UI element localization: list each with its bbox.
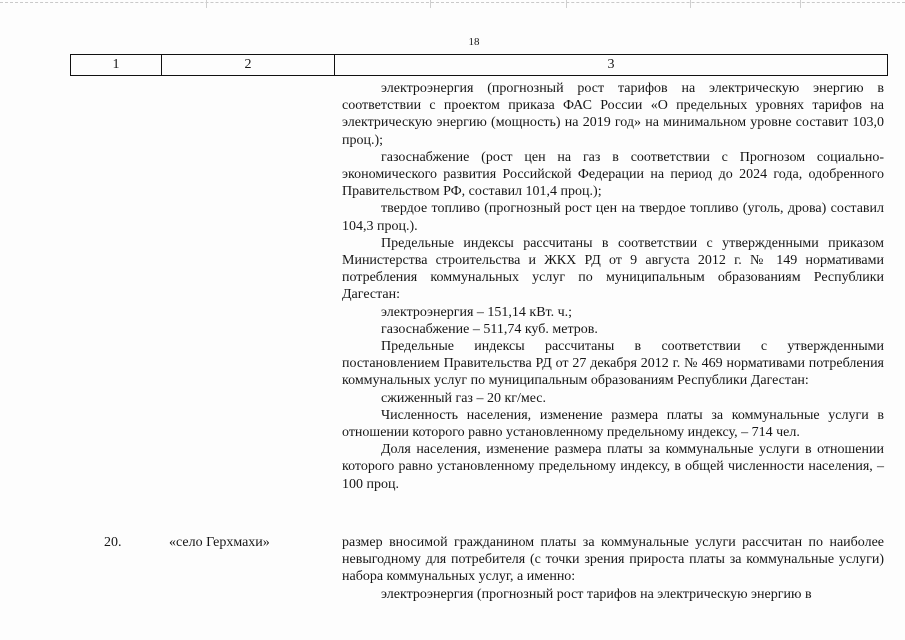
scan-edge-mark — [430, 0, 431, 8]
municipality-name: «село Герхмахи» — [169, 535, 270, 550]
row-number: 20. — [104, 535, 122, 550]
paragraph: Численность населения, изменение размера платы за коммунальные услуги в отношении которого равно установленному предельному индексу, – 714 чел. — [342, 407, 884, 441]
scan-edge-mark — [566, 0, 567, 8]
paragraph: сжиженный газ – 20 кг/мес. — [381, 390, 547, 406]
scan-edge-mark — [206, 0, 207, 8]
scan-edge-line — [0, 2, 905, 3]
paragraph: размер вносимой гражданином платы за коммунальные услуги рассчитан по наиболее невыгодному для потребителя (с точки зрения прироста платы за коммунальные услуги) набора коммунальных услуг, а именно: — [342, 535, 884, 585]
scan-edge-mark — [690, 0, 691, 8]
paragraph: Предельные индексы рассчитаны в соответствии с утвержденными приказом Министерства строительства и ЖКХ РД от 9 августа 2012 г. № 149 нормативами потребления коммунальных услуг по муниципальным образованиям Республики Дагестан: — [342, 235, 884, 303]
paragraph: твердое топливо (прогнозный рост цен на твердое топливо (уголь, дрова) составил 104,3 проц.). — [342, 201, 884, 234]
paragraph: газоснабжение – 511,74 куб. метров. — [381, 321, 598, 337]
paragraph: Доля населения, изменение размера платы за коммунальные услуги в отношении которого равно установленному предельному индексу, в общей численности населения, – 100 проц. — [342, 442, 884, 492]
paragraph: электроэнергия (прогнозный рост тарифов на электрическую энергию в соответствии с проектом приказа ФАС России «О предельных уровнях тарифов на электрическую энергию (мощность) на 2019 год» на минимальном уровне составит 103,0 проц.); — [342, 81, 884, 148]
paragraph: электроэнергия – 151,14 кВт. ч.; — [381, 304, 573, 320]
table-header-row — [70, 54, 888, 76]
paragraph: Предельные индексы рассчитаны в соответствии с утвержденными постановлением Правительства РД от 27 декабря 2012 г. № 469 нормативами потребления коммунальных услуг по муниципальным образованиям Республики Дагестан: — [342, 339, 884, 389]
table-header-col-2: 2 — [161, 55, 334, 75]
paragraph: газоснабжение (рост цен на газ в соответствии с Прогнозом социально-экономического развития Российской Федерации на период до 2024 года, одобренного Правительством РФ, составил 101,4 проц.); — [342, 149, 884, 200]
paragraph: электроэнергия (прогнозный рост тарифов на электрическую энергию в — [381, 586, 812, 602]
table-header-col-1: 1 — [70, 55, 161, 75]
scan-edge-mark — [800, 0, 801, 8]
row-prev-col3 — [342, 80, 884, 493]
page-number: 18 — [468, 36, 480, 48]
row-20-col3 — [342, 534, 884, 603]
table-header-col-3: 3 — [334, 55, 888, 75]
